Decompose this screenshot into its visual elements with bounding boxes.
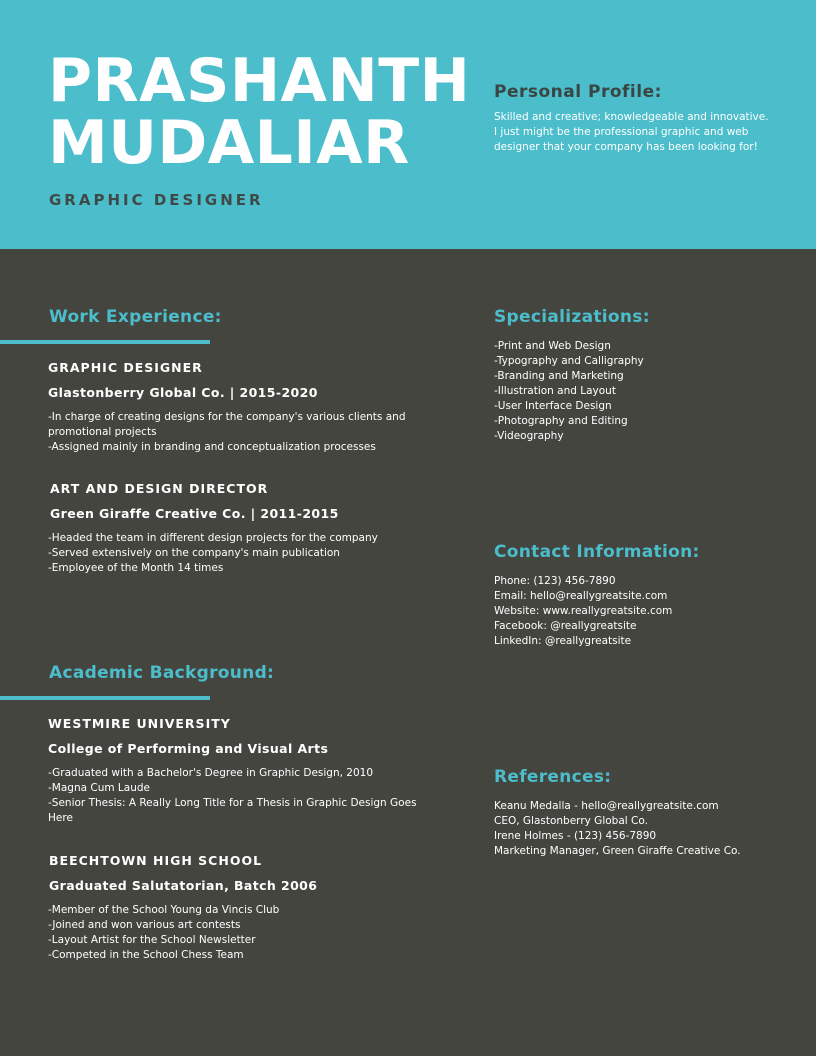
list-item: -Layout Artist for the School Newsletter xyxy=(48,934,256,946)
list-item: -Headed the team in different design projects for the company xyxy=(48,532,378,544)
job-role: GRAPHIC DESIGNER xyxy=(49,191,264,209)
header-banner xyxy=(0,0,816,249)
list-item: -Print and Web Design xyxy=(494,340,611,352)
contact-phone: Phone: (123) 456-7890 xyxy=(494,575,616,587)
list-item: -Magna Cum Laude xyxy=(48,782,150,794)
school-name: BEECHTOWN HIGH SCHOOL xyxy=(49,853,263,868)
job-company: Green Giraffe Creative Co. | 2011-2015 xyxy=(50,506,339,521)
list-item: -User Interface Design xyxy=(494,400,612,412)
school-details-list xyxy=(48,903,443,963)
profile-text: Skilled and creative; knowledgeable and innovative. I just might be the professional graphic and web designer that your company has been looking for! xyxy=(494,111,769,153)
list-item: -Photography and Editing xyxy=(494,415,628,427)
list-item: -Typography and Calligraphy xyxy=(494,355,644,367)
job-title: ART AND DESIGN DIRECTOR xyxy=(50,481,269,496)
list-item: Keanu Medalla - hello@reallygreatsite.com xyxy=(494,800,719,812)
list-item: -Served extensively on the company's main publication xyxy=(48,547,340,559)
list-item: -Competed in the School Chess Team xyxy=(48,949,244,961)
applicant-name xyxy=(48,46,471,178)
list-item: CEO, Glastonberry Global Co. xyxy=(494,815,648,827)
name-last: MUDALIAR xyxy=(48,108,410,178)
job-title: GRAPHIC DESIGNER xyxy=(48,360,203,375)
contact-list xyxy=(494,574,794,649)
list-item: -Branding and Marketing xyxy=(494,370,624,382)
list-item: -Videography xyxy=(494,430,564,442)
list-item: -Employee of the Month 14 times xyxy=(48,562,224,574)
school-program: College of Performing and Visual Arts xyxy=(48,741,329,756)
name-first: PRASHANTH xyxy=(48,46,471,116)
list-item: -Graduated with a Bachelor's Degree in Graphic Design, 2010 xyxy=(48,767,374,779)
list-item: Marketing Manager, Green Giraffe Creative Co. xyxy=(494,845,741,857)
contact-facebook: Facebook: @reallygreatsite xyxy=(494,620,637,632)
contact-information-heading: Contact Information: xyxy=(494,542,700,562)
list-item: Irene Holmes - (123) 456-7890 xyxy=(494,830,657,842)
list-item: -In charge of creating designs for the company's various clients and promotional projects xyxy=(48,411,406,438)
references-heading: References: xyxy=(494,767,612,787)
job-duties-list xyxy=(48,531,458,576)
specializations-list xyxy=(494,339,794,444)
school-program: Graduated Salutatorian, Batch 2006 xyxy=(49,878,318,893)
list-item: -Joined and won various art contests xyxy=(48,919,241,931)
list-item: -Illustration and Layout xyxy=(494,385,616,397)
job-duties-list xyxy=(48,410,458,455)
contact-website: Website: www.reallygreatsite.com xyxy=(494,605,673,617)
academic-background-heading: Academic Background: xyxy=(49,663,275,683)
references-list xyxy=(494,799,799,859)
work-experience-divider xyxy=(0,340,210,344)
list-item: -Assigned mainly in branding and conceptualization processes xyxy=(48,441,376,453)
school-details-list xyxy=(48,766,443,826)
profile-heading: Personal Profile: xyxy=(494,82,662,102)
job-company: Glastonberry Global Co. | 2015-2020 xyxy=(48,385,318,400)
specializations-heading: Specializations: xyxy=(494,307,650,327)
contact-email: Email: hello@reallygreatsite.com xyxy=(494,590,668,602)
contact-linkedin: LinkedIn: @reallygreatsite xyxy=(494,635,632,647)
list-item: -Senior Thesis: A Really Long Title for a Thesis in Graphic Design Goes Here xyxy=(48,797,417,824)
work-experience-heading: Work Experience: xyxy=(49,307,222,327)
academic-background-divider xyxy=(0,696,210,700)
school-name: WESTMIRE UNIVERSITY xyxy=(48,716,231,731)
list-item: -Member of the School Young da Vincis Club xyxy=(48,904,280,916)
